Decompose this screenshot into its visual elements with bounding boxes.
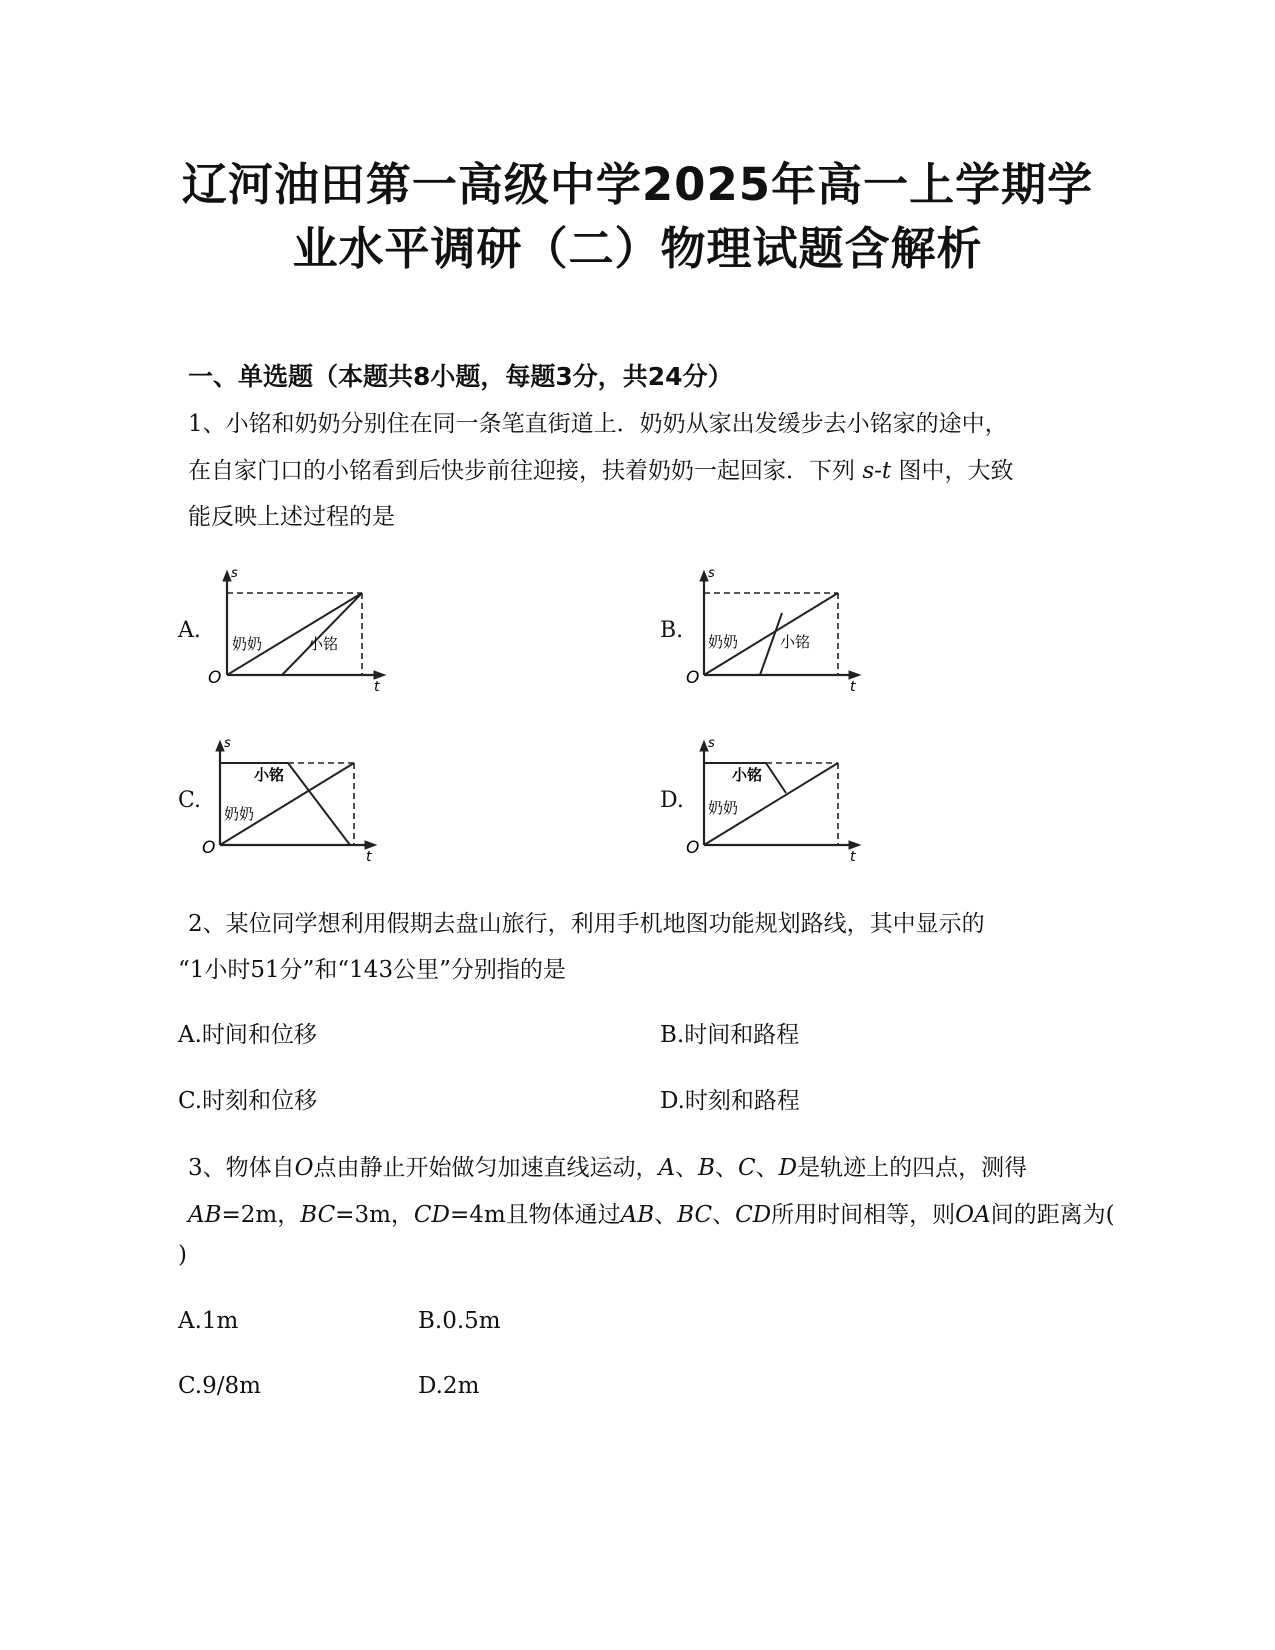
q2-stem-line-1: 2、某位同学想利用假期去盘山旅行，利用手机地图功能规划路线，其中显示的 bbox=[188, 911, 985, 937]
q3-text: 、 bbox=[675, 1155, 699, 1181]
q3-text: 点由静止开始做匀加速直线运动， bbox=[313, 1155, 659, 1181]
q3-var-b: B bbox=[698, 1155, 716, 1181]
q2-option-b[interactable]: B.时间和路程 bbox=[660, 1022, 800, 1048]
q3-text: =4m且物体通过 bbox=[449, 1202, 621, 1228]
graph-axis-t-label: t bbox=[850, 849, 856, 865]
graph-label-xiaoming: 小铭 bbox=[254, 766, 285, 784]
q3-text: 所用时间相等，则 bbox=[771, 1202, 956, 1228]
q1-option-a-label: A. bbox=[178, 618, 201, 643]
q2-option-a[interactable]: A.时间和位移 bbox=[178, 1022, 317, 1048]
q3-var-bc: BC bbox=[300, 1202, 336, 1228]
graph-label-xiaoming: 小铭 bbox=[780, 633, 811, 651]
page-title-line-1: 辽河油田第一高级中学2025年高一上学期学 bbox=[181, 158, 1094, 211]
graph-origin-label: O bbox=[202, 838, 216, 858]
q3-option-d[interactable]: D.2m bbox=[418, 1373, 480, 1399]
q3-option-b[interactable]: B.0.5m bbox=[418, 1308, 501, 1334]
q3-text: 、 bbox=[755, 1155, 779, 1181]
q3-text: =2m， bbox=[221, 1202, 301, 1228]
q1-option-d-label: D. bbox=[660, 788, 684, 813]
q3-text: 、 bbox=[712, 1202, 736, 1228]
q1-stem-line-3: 能反映上述过程的是 bbox=[188, 504, 395, 530]
page-title-line-2: 业水平调研（二）物理试题含解析 bbox=[292, 222, 983, 275]
q3-var-ab: AB bbox=[620, 1202, 655, 1228]
graph-label-grandma: 奶奶 bbox=[232, 635, 263, 653]
q3-text: 是轨迹上的四点，测得 bbox=[797, 1155, 1028, 1181]
graph-axis-s-label: s bbox=[708, 736, 715, 751]
q3-var-bc: BC bbox=[677, 1202, 713, 1228]
q3-var-d: D bbox=[778, 1155, 798, 1181]
graph-label-grandma: 奶奶 bbox=[224, 805, 255, 823]
q1-option-b-graph bbox=[682, 565, 877, 695]
q1-stem-line-1: 1、小铭和奶奶分别住在同一条笔直街道上．奶奶从家出发缓步去小铭家的途中， bbox=[188, 411, 1008, 437]
q2-stem-line-2: “1小时51分”和“143公里”分别指的是 bbox=[178, 957, 566, 983]
q3-stem-line-2 bbox=[188, 1196, 1115, 1229]
q3-var-c: C bbox=[738, 1155, 756, 1181]
q1-option-c-label: C. bbox=[178, 788, 202, 813]
graph-origin-label: O bbox=[686, 668, 700, 688]
q3-var-o: O bbox=[294, 1155, 314, 1181]
q1-stem-var-st: s-t bbox=[862, 458, 892, 484]
q3-option-c[interactable]: C.9/8m bbox=[178, 1373, 261, 1399]
q3-var-oa: OA bbox=[955, 1202, 991, 1228]
section-heading-single-choice: 一、单选题（本题共8小题，每题3分，共24分） bbox=[188, 362, 733, 391]
graph-label-grandma: 奶奶 bbox=[708, 633, 739, 651]
q3-text: =3m， bbox=[335, 1202, 414, 1228]
q1-option-a-graph bbox=[200, 565, 395, 695]
q3-var-cd: CD bbox=[735, 1202, 772, 1228]
graph-axis-t-label: t bbox=[366, 849, 372, 865]
q1-stem-text: 在自家门口的小铭看到后快步前往迎接，扶着奶奶一起回家．下列 bbox=[188, 458, 855, 484]
q2-option-d[interactable]: D.时刻和路程 bbox=[660, 1088, 800, 1114]
q1-stem-line-2 bbox=[188, 452, 1013, 485]
q2-option-c[interactable]: C.时刻和位移 bbox=[178, 1088, 318, 1114]
graph-label-xiaoming: 小铭 bbox=[308, 635, 339, 653]
graph-axis-s-label: s bbox=[224, 736, 231, 751]
q1-option-b-label: B. bbox=[660, 618, 684, 643]
q3-var-cd: CD bbox=[413, 1202, 450, 1228]
graph-origin-label: O bbox=[208, 668, 222, 688]
graph-axis-t-label: t bbox=[374, 679, 380, 695]
q3-var-a: A bbox=[658, 1155, 676, 1181]
q3-var-ab: AB bbox=[188, 1202, 222, 1228]
q1-option-c-graph bbox=[198, 735, 393, 865]
q1-option-d-graph bbox=[682, 735, 877, 865]
graph-axis-t-label: t bbox=[850, 679, 856, 695]
graph-axis-s-label: s bbox=[708, 566, 715, 581]
graph-label-xiaoming: 小铭 bbox=[732, 766, 763, 784]
q3-stem-line-1 bbox=[188, 1149, 1027, 1182]
graph-origin-label: O bbox=[686, 838, 700, 858]
q3-text: 3、物体自 bbox=[188, 1155, 295, 1181]
q3-option-a[interactable]: A.1m bbox=[178, 1308, 239, 1334]
graph-axis-s-label: s bbox=[231, 566, 238, 581]
q3-text: 、 bbox=[715, 1155, 739, 1181]
graph-label-grandma: 奶奶 bbox=[708, 799, 739, 817]
q3-text: 、 bbox=[654, 1202, 678, 1228]
q3-stem-line-3: ) bbox=[178, 1242, 187, 1268]
q1-stem-text: 图中，大致 bbox=[898, 458, 1014, 484]
q3-text: 间的距离为( bbox=[990, 1202, 1115, 1228]
